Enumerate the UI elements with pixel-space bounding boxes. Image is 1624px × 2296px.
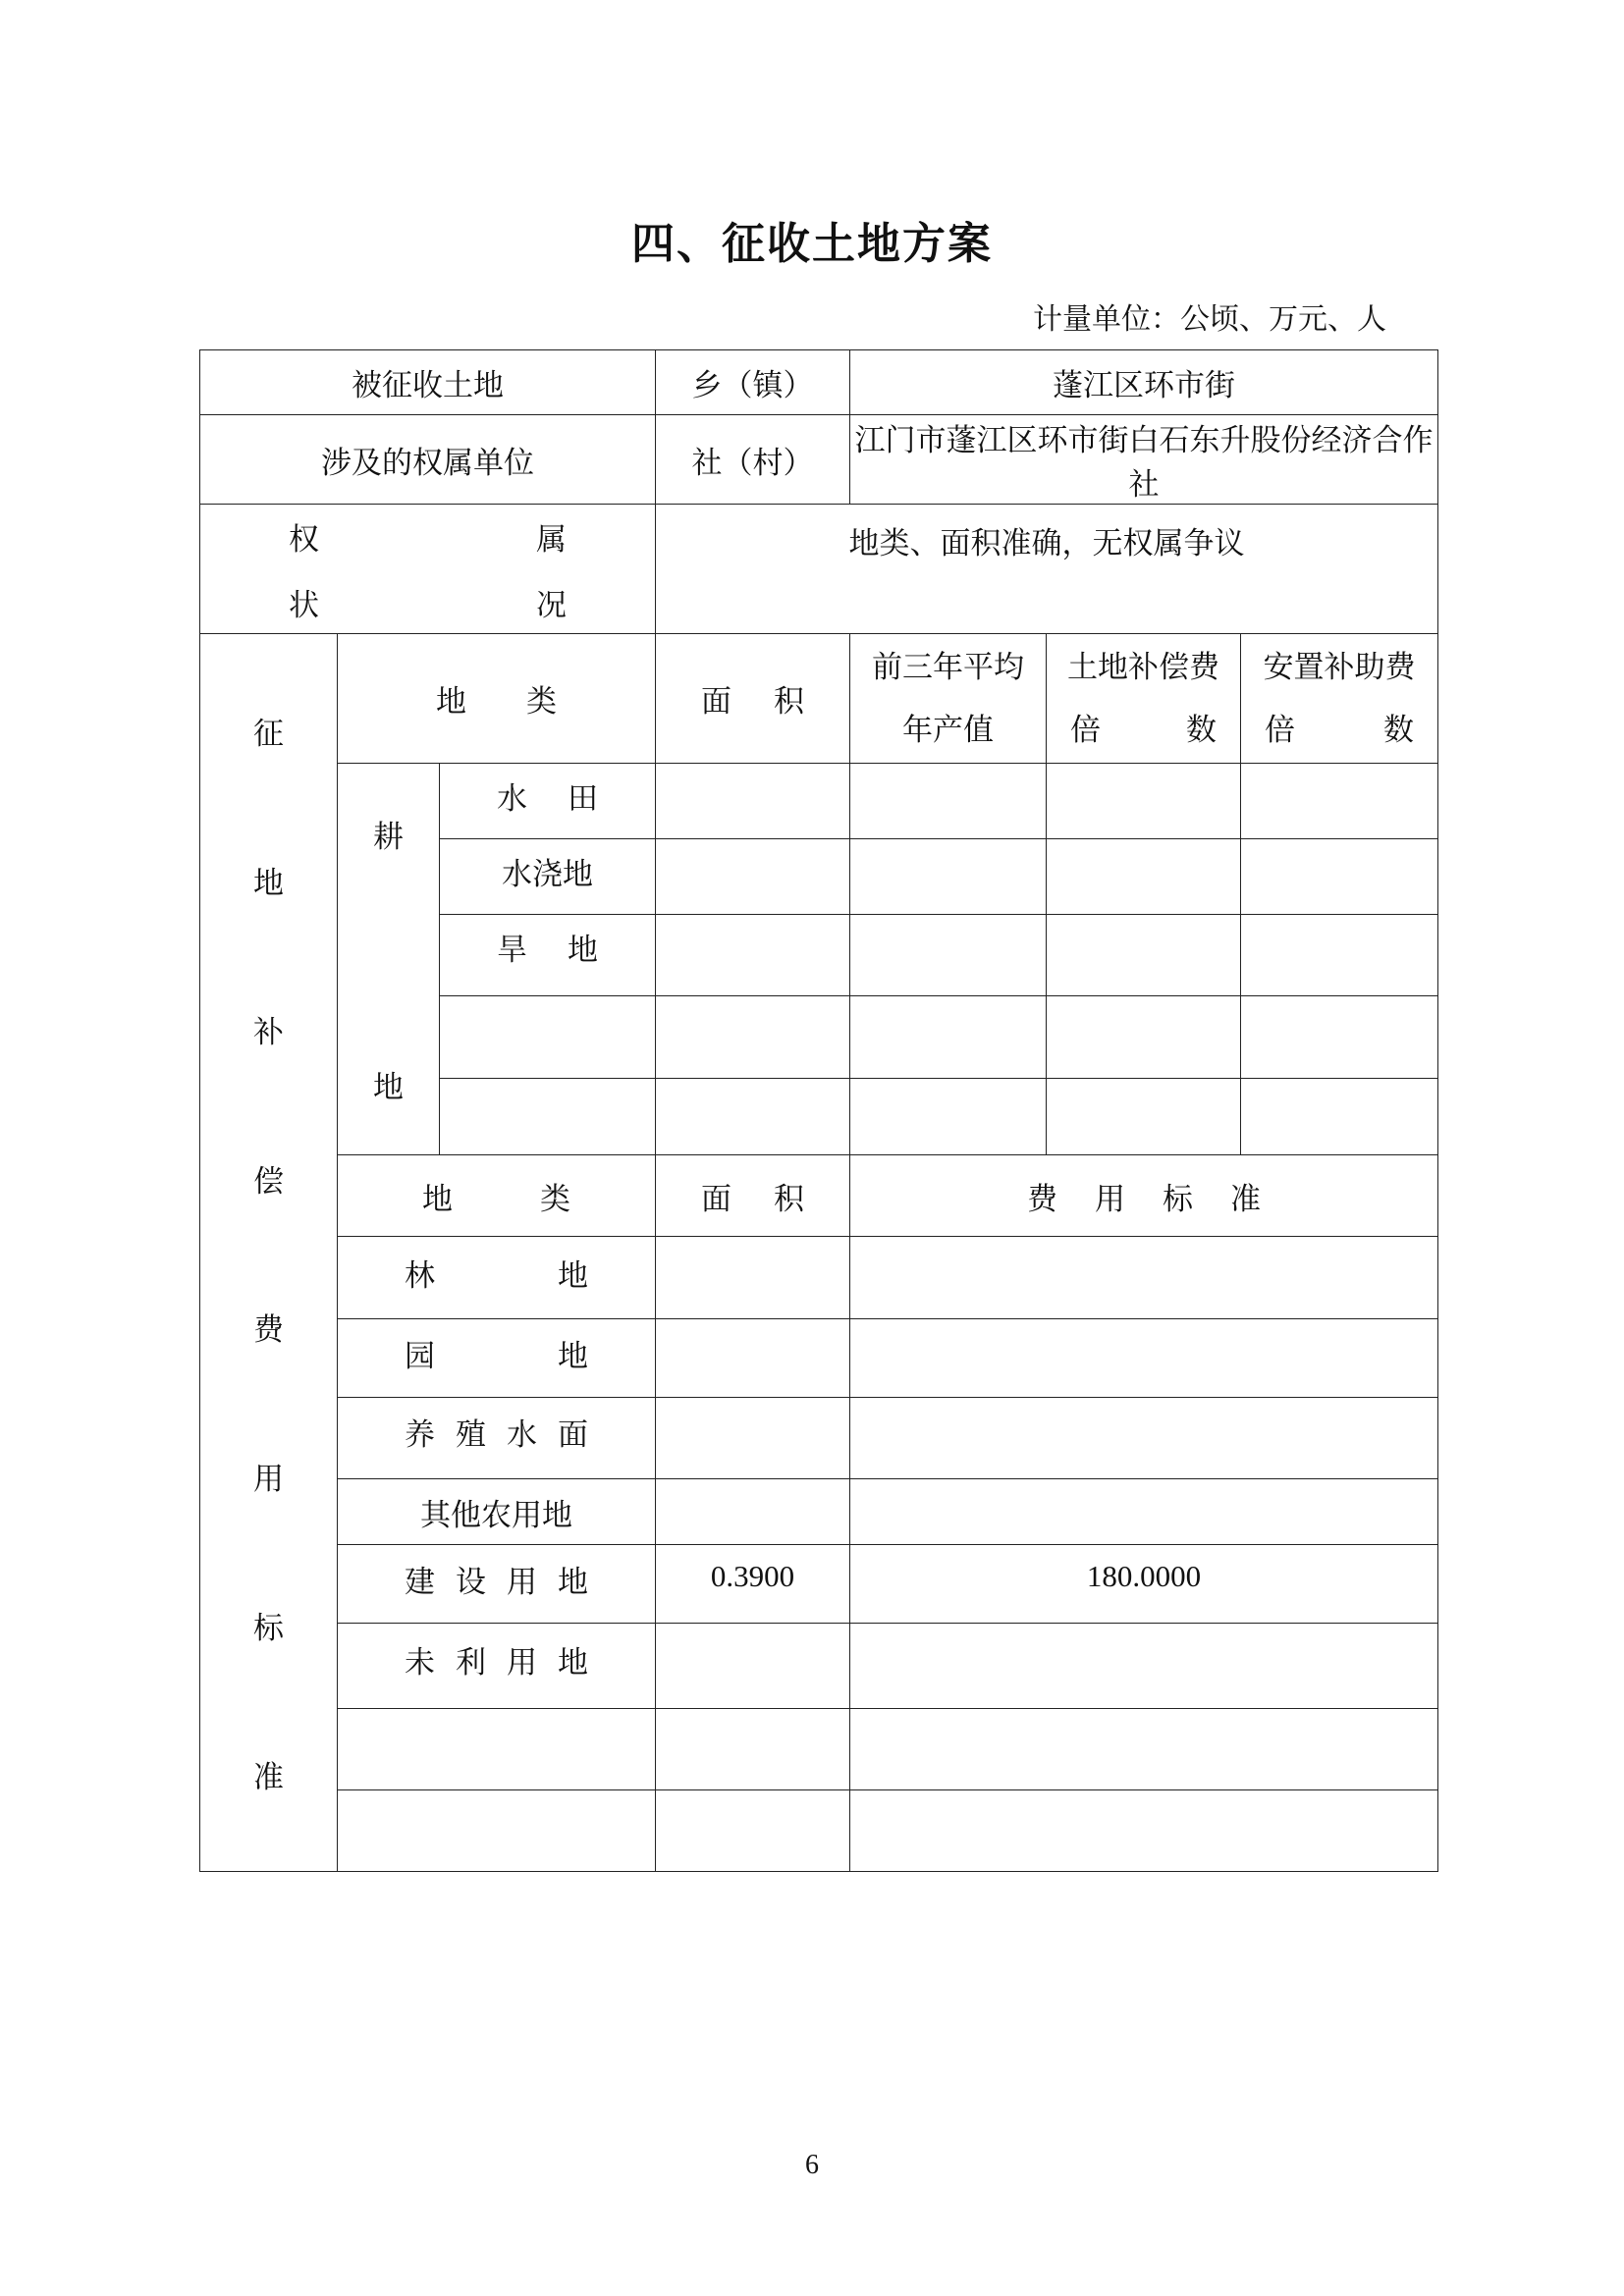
- side-label-char: 用: [253, 1462, 284, 1498]
- header-resettlement: [1241, 634, 1438, 764]
- land-type-cell: [338, 1319, 656, 1398]
- header-char: 倍: [1265, 712, 1295, 748]
- area-cell: [656, 915, 850, 996]
- land-type-char: 殖: [456, 1417, 486, 1453]
- land-type-char: 地: [558, 1645, 588, 1681]
- page-title: 四、征收土地方案: [631, 219, 993, 269]
- header-char: 用: [1095, 1181, 1125, 1217]
- avg-output-cell: [850, 764, 1047, 839]
- resettlement-cell: [1241, 1079, 1438, 1155]
- area-cell: [656, 1709, 850, 1790]
- fee-cell: [850, 1790, 1438, 1872]
- township-value: 蓬江区环市街: [850, 350, 1438, 415]
- area-cell: [656, 764, 850, 839]
- side-label-char: 补: [253, 1014, 284, 1050]
- land-type-char: 地: [558, 1565, 588, 1600]
- land-type-cell: [338, 1237, 656, 1319]
- land-type-char: 园: [405, 1339, 435, 1374]
- avg-output-cell: [850, 915, 1047, 996]
- header-char: 标: [1163, 1181, 1193, 1217]
- header-char: 类: [540, 1181, 570, 1217]
- area-cell: [656, 1398, 850, 1479]
- land-type-cell: [338, 1709, 656, 1790]
- header-line: 前三年平均: [872, 649, 1024, 685]
- area-cell: [656, 1479, 850, 1545]
- status-value: 地类、面积准确，无权属争议: [656, 505, 1438, 634]
- land-type-cell: [338, 1545, 656, 1624]
- land-type-char: 设: [456, 1565, 486, 1600]
- header-area: [656, 634, 850, 764]
- resettlement-cell: [1241, 839, 1438, 915]
- fee-cell: [850, 1319, 1438, 1398]
- farmland-group-label: [338, 764, 440, 1155]
- page-number: 6: [805, 2150, 819, 2180]
- land-acquisition-table: [199, 349, 1438, 1872]
- table-row: [200, 1319, 1438, 1398]
- land-type-char: 水: [497, 781, 527, 817]
- avg-output-cell: [850, 839, 1047, 915]
- area-cell: [656, 839, 850, 915]
- avg-output-cell: [850, 996, 1047, 1079]
- land-type-cell: [338, 1398, 656, 1479]
- land-type-cell: 水浇地: [440, 839, 656, 915]
- area-cell: [656, 1079, 850, 1155]
- header-char: 地: [436, 684, 466, 720]
- header-fee-standard: [850, 1155, 1438, 1237]
- side-label-char: 地: [253, 866, 284, 902]
- header-char: 倍: [1070, 712, 1101, 748]
- resettlement-cell: [1241, 996, 1438, 1079]
- header-avg-output: [850, 634, 1047, 764]
- header-line: 土地补偿费: [1067, 649, 1219, 685]
- land-type-cell: [338, 1624, 656, 1709]
- table-row: [200, 1790, 1438, 1872]
- fee-cell: [850, 1237, 1438, 1319]
- header-char: 积: [774, 1181, 804, 1217]
- side-label-char: 标: [253, 1610, 284, 1646]
- side-label-char: 偿: [253, 1163, 284, 1200]
- avg-output-cell: [850, 1079, 1047, 1155]
- status-label-char: 状: [289, 587, 319, 623]
- land-type-char: 利: [456, 1645, 486, 1681]
- land-type-char: 面: [558, 1417, 588, 1453]
- status-label-char: 况: [536, 587, 567, 623]
- header-char: 类: [526, 684, 557, 720]
- header-char: 数: [1186, 712, 1217, 748]
- fee-cell: [850, 1624, 1438, 1709]
- header-line: 年产值: [902, 712, 994, 748]
- area-cell: [656, 996, 850, 1079]
- header-char: 积: [774, 684, 804, 720]
- header-char: 准: [1230, 1181, 1261, 1217]
- land-type-char: 养: [405, 1417, 435, 1453]
- group-char: 耕: [373, 820, 404, 855]
- unit-note: 计量单位：公顷、万元、人: [1033, 302, 1386, 337]
- status-label: [200, 505, 656, 634]
- land-type-cell: [440, 915, 656, 996]
- land-type-char: 水: [507, 1417, 537, 1453]
- area-cell: [656, 1790, 850, 1872]
- village-value: 江门市蓬江区环市街白石东升股份经济合作社: [850, 415, 1438, 505]
- village-label: 社（村）: [656, 415, 850, 505]
- table-row: [200, 764, 1438, 839]
- land-type-cell: [338, 1790, 656, 1872]
- land-type-cell: 其他农用地: [338, 1479, 656, 1545]
- header-char: 费: [1027, 1181, 1057, 1217]
- land-type-cell: [440, 996, 656, 1079]
- header-char: 面: [701, 1181, 731, 1217]
- fee-cell: [850, 1398, 1438, 1479]
- land-type-char: 田: [568, 781, 598, 817]
- resettlement-cell: [1241, 915, 1438, 996]
- compensation-cell: [1047, 839, 1241, 915]
- header-char: 面: [701, 684, 731, 720]
- fee-cell: 180.0000: [850, 1545, 1438, 1624]
- land-type-char: 建: [405, 1565, 435, 1600]
- table-row: [200, 1398, 1438, 1479]
- side-label-char: 征: [253, 717, 284, 753]
- land-type-char: 林: [405, 1258, 435, 1294]
- status-label-char: 权: [289, 521, 319, 558]
- fee-cell: [850, 1709, 1438, 1790]
- land-type-cell: [440, 764, 656, 839]
- table-row: [200, 1709, 1438, 1790]
- ownership-label-2: 涉及的权属单位: [200, 415, 656, 505]
- side-label-char: 准: [253, 1759, 284, 1795]
- land-type-char: 旱: [497, 933, 527, 968]
- table-row: [200, 1237, 1438, 1319]
- land-type-char: 未: [405, 1645, 435, 1681]
- header-char: 地: [422, 1181, 453, 1217]
- compensation-cell: [1047, 764, 1241, 839]
- compensation-cell: [1047, 1079, 1241, 1155]
- area-cell: [656, 1624, 850, 1709]
- land-type-char: 地: [558, 1339, 588, 1374]
- side-label: [200, 634, 338, 1872]
- status-label-char: 属: [536, 521, 567, 558]
- table-row: [200, 1545, 1438, 1624]
- header-land-type: [338, 634, 656, 764]
- resettlement-cell: [1241, 764, 1438, 839]
- township-label: 乡（镇）: [656, 350, 850, 415]
- header-char: 数: [1383, 712, 1415, 748]
- header-area-2: [656, 1155, 850, 1237]
- fee-cell: [850, 1479, 1438, 1545]
- land-type-char: 用: [507, 1565, 537, 1600]
- table-row: [200, 1479, 1438, 1545]
- ownership-label-1: 被征收土地: [200, 350, 656, 415]
- group-char: 地: [373, 1070, 404, 1105]
- header-land-type-2: [338, 1155, 656, 1237]
- compensation-cell: [1047, 996, 1241, 1079]
- land-type-char: 地: [568, 933, 598, 968]
- area-cell: [656, 1319, 850, 1398]
- area-cell: [656, 1237, 850, 1319]
- side-label-char: 费: [253, 1312, 284, 1349]
- area-cell: 0.3900: [656, 1545, 850, 1624]
- land-type-cell: [440, 1079, 656, 1155]
- land-type-char: 用: [507, 1645, 537, 1681]
- table-row: [200, 1624, 1438, 1709]
- header-line: 安置补助费: [1263, 649, 1416, 685]
- header-compensation: [1047, 634, 1241, 764]
- land-type-char: 地: [558, 1258, 588, 1294]
- compensation-cell: [1047, 915, 1241, 996]
